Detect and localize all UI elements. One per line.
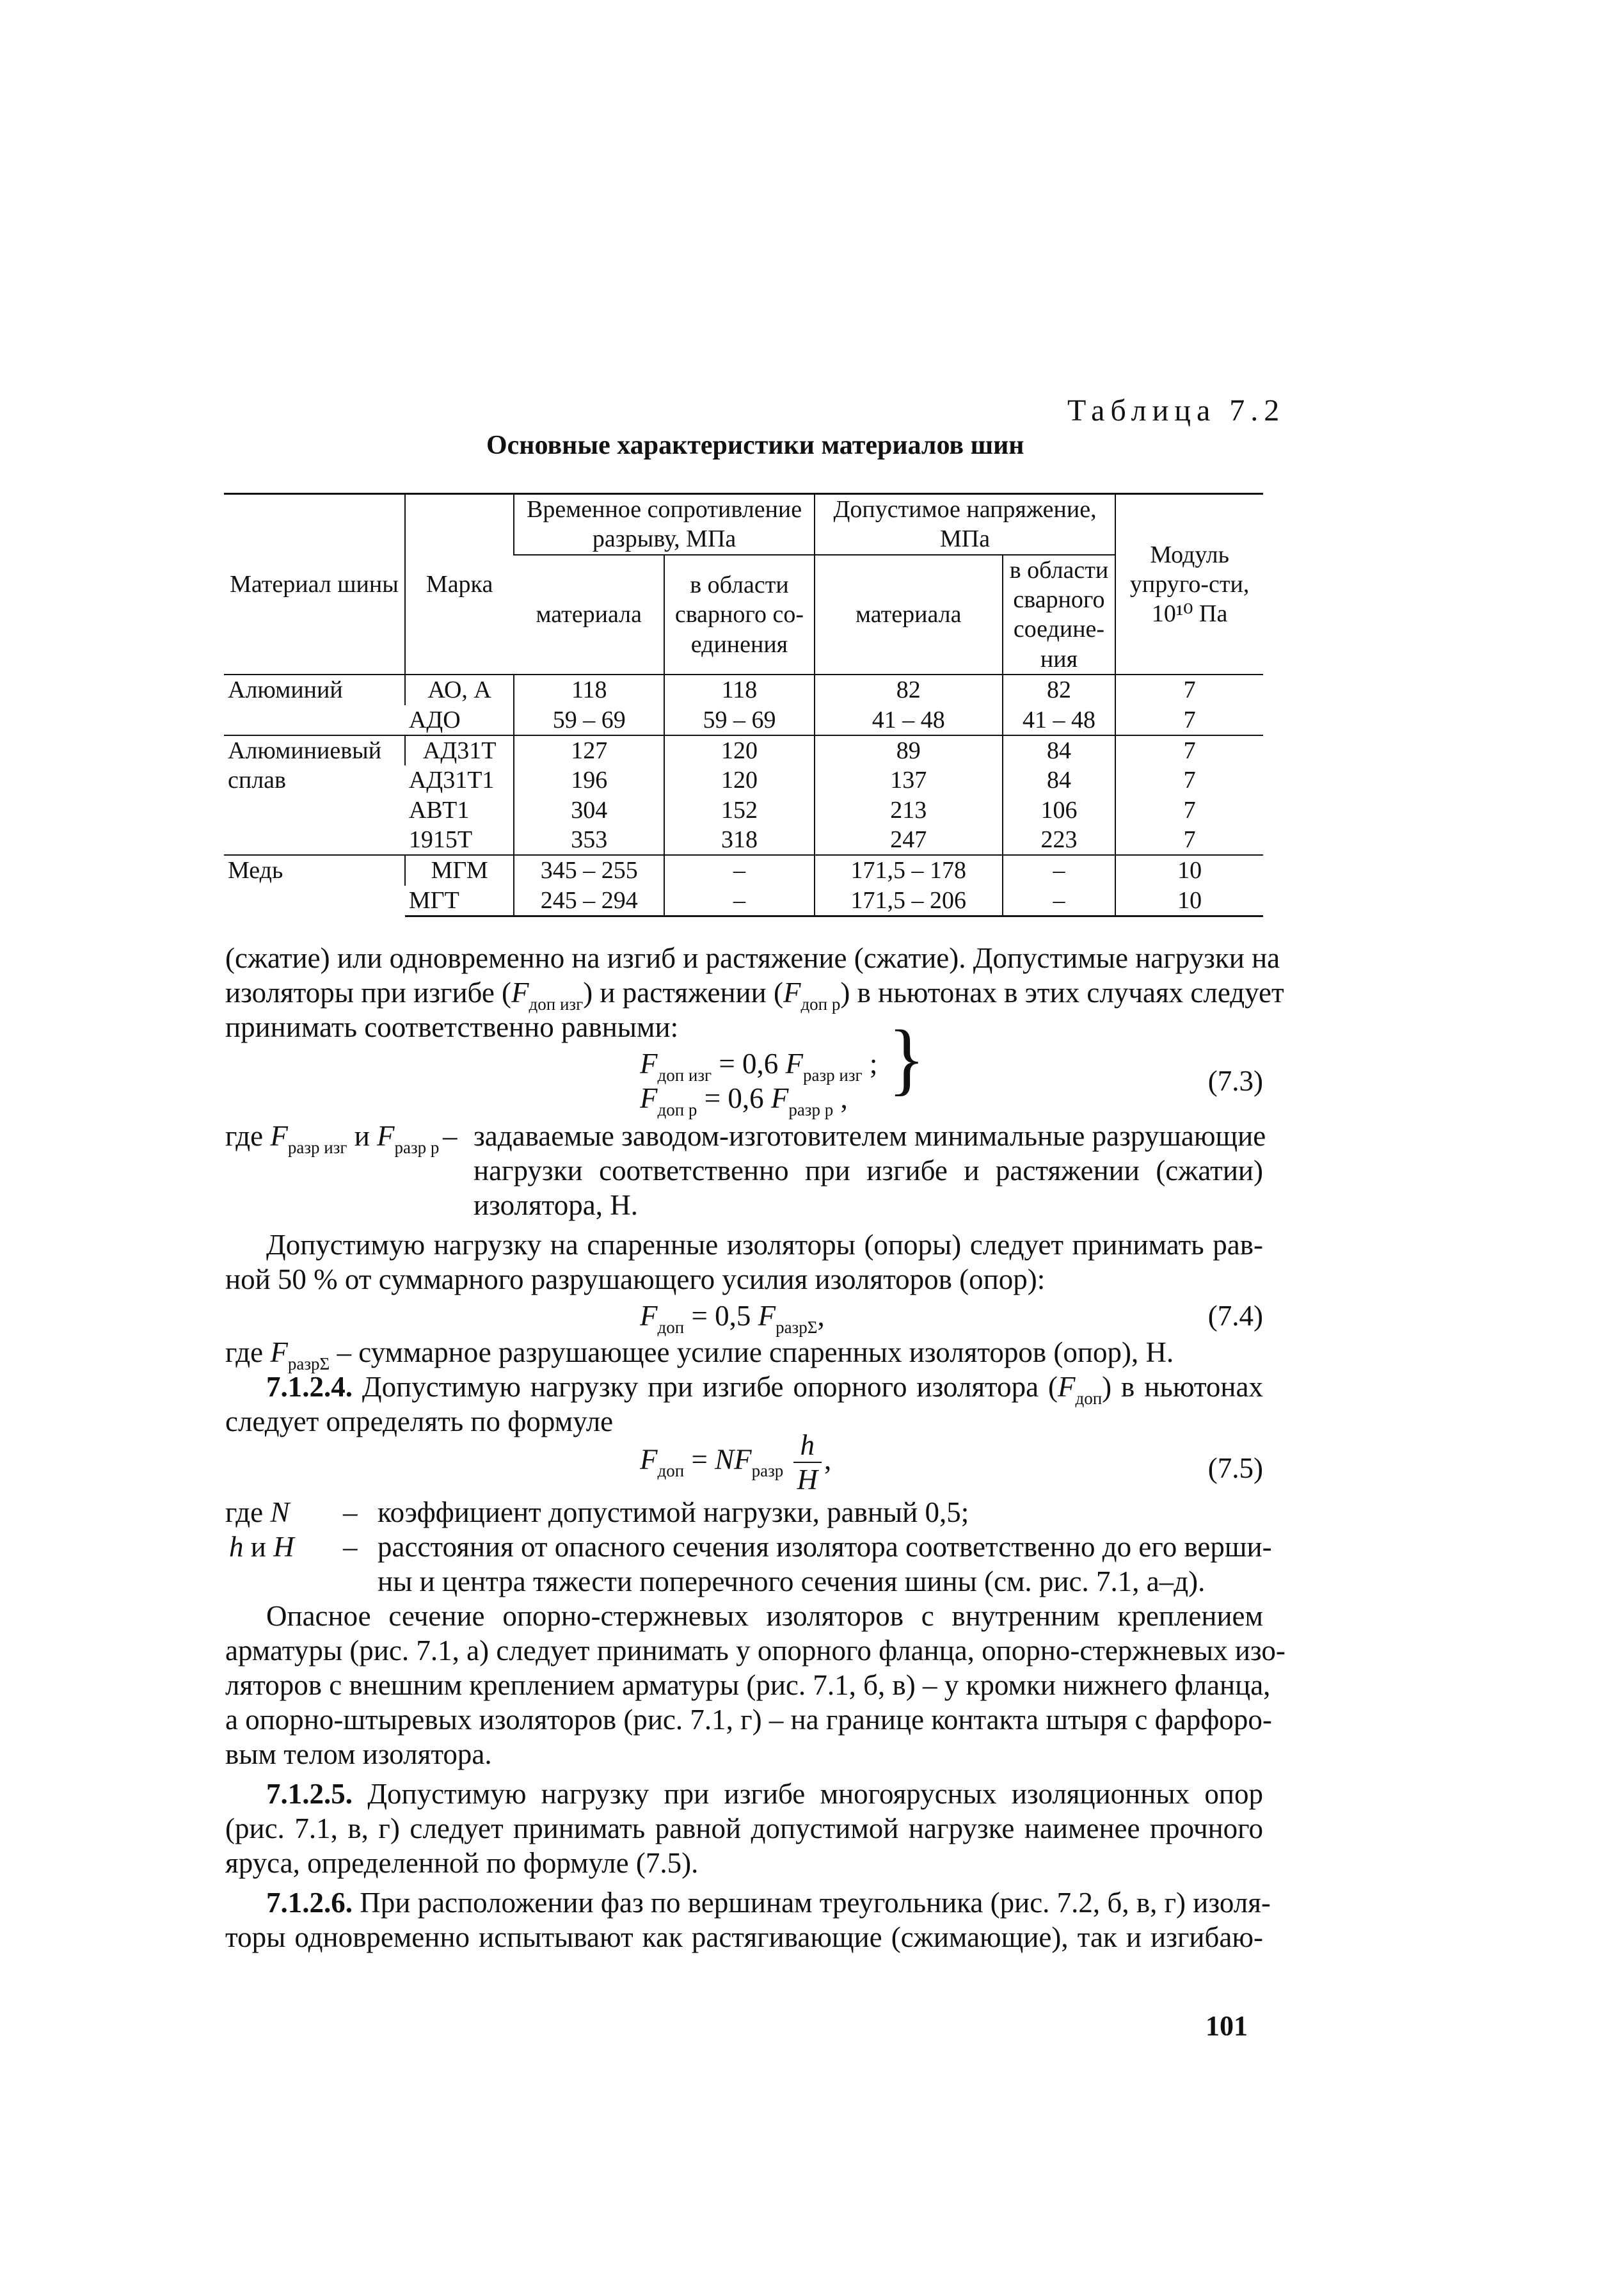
table-cell: 120 xyxy=(664,765,815,795)
material-cell: Алюминий xyxy=(224,675,405,735)
equation-tail: ; xyxy=(869,1048,878,1080)
table-cell: 171,5 – 178 xyxy=(815,855,1003,885)
fraction-denominator: H xyxy=(797,1464,818,1496)
text-fragment: ) в ньютонах в этих случаях следует xyxy=(840,977,1284,1009)
definition-term xyxy=(229,1530,294,1564)
text-fragment: где xyxy=(225,1120,264,1152)
header-allowable: Допустимое напряжение, МПа xyxy=(815,494,1115,555)
subscript: доп xyxy=(657,1318,685,1337)
symbol-n: N xyxy=(270,1496,290,1528)
table-cell: 59 – 69 xyxy=(664,705,815,735)
table-title: Основные характеристики материалов шин xyxy=(486,431,1024,460)
equation-text: = 0,6 xyxy=(704,1082,764,1114)
symbol-f: F xyxy=(783,977,801,1009)
symbol-f: F xyxy=(270,1120,288,1152)
table-cell: МГМ xyxy=(405,855,514,885)
equation-tail: , xyxy=(840,1082,848,1114)
table-cell: 118 xyxy=(514,675,664,705)
definition-term xyxy=(225,1119,439,1157)
equation-7-3-line1 xyxy=(640,1047,878,1085)
table-cell: 223 xyxy=(1003,825,1116,855)
symbol-h: h xyxy=(229,1531,244,1563)
subscript: разр изг xyxy=(287,1138,347,1157)
table-cell: 7 xyxy=(1115,735,1263,765)
symbol-f: F xyxy=(640,1443,658,1476)
fraction-numerator: h xyxy=(793,1428,822,1463)
table-cell: 84 xyxy=(1003,765,1116,795)
symbol-H: H xyxy=(273,1531,294,1563)
symbol-f: F xyxy=(785,1048,804,1080)
text-line: Опасное сечение опорно-стержневых изоляторов с внутренним креплением xyxy=(266,1600,1263,1632)
table-cell: 82 xyxy=(815,675,1003,705)
subscript: доп xyxy=(657,1461,685,1481)
table-cell: 41 – 48 xyxy=(815,705,1003,735)
symbol-f: F xyxy=(377,1120,395,1152)
subscript: доп р xyxy=(657,1100,697,1119)
table-cell: 196 xyxy=(514,765,664,795)
equation-7-5 xyxy=(640,1428,831,1496)
equation-7-3-line2 xyxy=(640,1082,848,1119)
symbol-f: F xyxy=(1057,1371,1076,1403)
definition-dash: – xyxy=(343,1531,358,1563)
table-cell: АД31Т1 xyxy=(408,767,495,794)
table-cell: 7 xyxy=(1115,705,1263,735)
text-line: Допустимую нагрузку на спаренные изоляторы (опоры) следует принимать рав- xyxy=(266,1229,1263,1261)
subscript: разр р xyxy=(394,1138,440,1157)
material-cell: Медь xyxy=(224,855,405,916)
equation-tail: , xyxy=(824,1443,832,1476)
definition-dash: – xyxy=(343,1496,358,1528)
symbol-f: F xyxy=(270,1336,288,1368)
table-cell: 118 xyxy=(664,675,815,705)
table-cell: АВТ1 xyxy=(408,796,470,824)
materials-table xyxy=(224,493,1263,917)
subscript: доп изг xyxy=(529,995,584,1014)
equation-number: (7.4) xyxy=(1207,1300,1263,1332)
page-number: 101 xyxy=(1206,2010,1248,2042)
text-fragment: где xyxy=(225,1496,264,1528)
text-fragment: ) и растяжении ( xyxy=(583,977,783,1009)
text-fragment: и xyxy=(250,1531,266,1563)
text-line: ляторов с внешним креплением арматуры (рис. 7.1, б, в) – у кромки нижнего фланца, xyxy=(225,1669,1271,1701)
text-fragment: изоляторы при изгибе ( xyxy=(225,977,512,1009)
symbol-n: N xyxy=(715,1443,735,1476)
equation-brace: } xyxy=(888,1013,925,1103)
table-cell: 245 – 294 xyxy=(514,886,664,916)
table-row xyxy=(224,735,1263,765)
table-cell: 152 xyxy=(664,795,815,825)
subscript: разр р xyxy=(788,1100,834,1119)
equation-number: (7.3) xyxy=(1207,1065,1263,1097)
table-cell: АДО xyxy=(408,706,461,733)
table-cell: 59 – 69 xyxy=(514,705,664,735)
definition-text: коэффициент допустимой нагрузки, равный 0,5; xyxy=(378,1496,969,1528)
table-cell: АД31Т xyxy=(405,735,514,765)
text-line: торы одновременно испытывают как растягивающие (сжимающие), так и изгибаю- xyxy=(225,1921,1263,1953)
table-cell: – xyxy=(1003,855,1116,885)
subscript: разр изг xyxy=(803,1066,863,1085)
subscript: доп xyxy=(1075,1389,1103,1408)
material-cell: Алюминиевый сплав xyxy=(224,735,405,855)
table-cell: 7 xyxy=(1115,765,1263,795)
table-body xyxy=(224,675,1263,916)
equation-tail: , xyxy=(817,1300,825,1332)
header-tensile-weld: в области сварного со-единения xyxy=(664,555,815,675)
table-row xyxy=(224,855,1263,885)
text-line xyxy=(225,1885,1271,1920)
table-cell: 247 xyxy=(815,825,1003,855)
text-line: вым телом изолятора. xyxy=(225,1738,492,1770)
subscript: доп р xyxy=(800,995,841,1014)
equation-text: = 0,5 xyxy=(691,1300,751,1332)
text-line: ной 50 % от суммарного разрушающего усилия изоляторов (опор): xyxy=(225,1263,1046,1295)
table-cell: 82 xyxy=(1003,675,1116,705)
subscript: разрΣ xyxy=(287,1354,330,1373)
table-cell: 84 xyxy=(1003,735,1116,765)
header-tensile-material: материала xyxy=(514,555,664,675)
table-cell: – xyxy=(664,886,815,916)
text-fragment: – суммарное разрушающее усилие спаренных изоляторов (опор), Н. xyxy=(337,1336,1174,1368)
table-cell: 304 xyxy=(514,795,664,825)
table-cell: 7 xyxy=(1115,825,1263,855)
table-label: Таблица 7.2 xyxy=(1067,394,1286,428)
header-mark: Марка xyxy=(405,494,514,675)
table-cell: 1915Т xyxy=(408,826,473,853)
symbol-f: F xyxy=(758,1300,776,1332)
table-cell: 318 xyxy=(664,825,815,855)
text-fragment: где xyxy=(225,1336,264,1368)
equation-number: (7.5) xyxy=(1207,1452,1263,1484)
text-line: следует определять по формуле xyxy=(225,1405,614,1437)
symbol-f: F xyxy=(640,1082,658,1114)
equation-text: = xyxy=(691,1443,708,1476)
definition-text: изолятора, Н. xyxy=(474,1189,638,1221)
text-line xyxy=(225,1335,1263,1373)
subscript: разр xyxy=(751,1461,784,1481)
section-number: 7.1.2.6. xyxy=(266,1887,353,1919)
table-cell: МГТ xyxy=(405,886,514,916)
table-cell: 7 xyxy=(1115,675,1263,705)
table-cell: 353 xyxy=(514,825,664,855)
table-cell: 41 – 48 xyxy=(1003,705,1116,735)
text-fragment: Допустимую нагрузку при изгибе опорного изолятора ( xyxy=(353,1371,1058,1403)
symbol-f: F xyxy=(511,977,529,1009)
table-cell: 10 xyxy=(1115,886,1263,916)
text-line: арматуры (рис. 7.1, а) следует принимать у опорного фланца, опорно-стержневых изо- xyxy=(225,1635,1286,1667)
table-cell: 106 xyxy=(1003,795,1116,825)
table-cell: 7 xyxy=(1115,795,1263,825)
table-cell: 345 – 255 xyxy=(514,855,664,885)
section-number: 7.1.2.5. xyxy=(266,1778,353,1810)
text-line xyxy=(225,1777,1263,1811)
table-row xyxy=(224,675,1263,705)
text-fragment: При расположении фаз по вершинам треугольника (рис. 7.2, б, в, г) изоля- xyxy=(353,1887,1271,1919)
table-cell: АО, А xyxy=(405,675,514,705)
symbol-f: F xyxy=(640,1300,658,1332)
table-cell: 89 xyxy=(815,735,1003,765)
table-cell: 120 xyxy=(664,735,815,765)
equation-text: = 0,6 xyxy=(719,1048,779,1080)
definition-text: нагрузки соответственно при изгибе и растяжении (сжатии) xyxy=(474,1155,1263,1187)
table-cell: – xyxy=(664,855,815,885)
text-line xyxy=(225,1370,1263,1408)
fraction xyxy=(793,1428,822,1496)
equation-7-4 xyxy=(640,1299,825,1337)
symbol-f: F xyxy=(770,1082,789,1114)
definition-text: расстояния от опасного сечения изолятора соответственно до его верши- xyxy=(378,1531,1272,1563)
header-modulus: Модуль упруго-сти, 10¹⁰ Па xyxy=(1115,494,1263,675)
table-cell: 137 xyxy=(815,765,1003,795)
text-line: а опорно-штыревых изоляторов (рис. 7.1, г) – на границе контакта штыря с фарфоро- xyxy=(225,1704,1272,1736)
symbol-f: F xyxy=(640,1048,658,1080)
text-fragment: ) в ньютонах xyxy=(1102,1371,1263,1403)
text-line: яруса, определенной по формуле (7.5). xyxy=(225,1847,699,1879)
subscript: разрΣ xyxy=(776,1318,818,1337)
definition-term xyxy=(225,1495,289,1530)
section-number: 7.1.2.4. xyxy=(266,1371,353,1403)
definition-text: ны и центра тяжести поперечного сечения шины (см. рис. 7.1, а–д). xyxy=(378,1565,1206,1597)
subscript: доп изг xyxy=(657,1066,712,1085)
text-line xyxy=(225,975,1284,1014)
text-fragment: Допустимую нагрузку при изгибе многоярусных изоляционных опор xyxy=(353,1778,1263,1810)
table-cell: 213 xyxy=(815,795,1003,825)
definition-dash: – xyxy=(443,1120,458,1152)
text-line: (рис. 7.1, в, г) следует принимать равной допустимой нагрузке наименее прочного xyxy=(225,1812,1263,1844)
table-cell: 10 xyxy=(1115,855,1263,885)
text-line: принимать соответственно равными: xyxy=(225,1011,679,1043)
header-material: Материал шины xyxy=(224,494,405,675)
header-allowable-weld: в области сварного соедине-ния xyxy=(1003,555,1116,675)
text-fragment: и xyxy=(354,1120,370,1152)
table-cell: 127 xyxy=(514,735,664,765)
symbol-f: F xyxy=(734,1443,752,1476)
table-cell: 171,5 – 206 xyxy=(815,886,1003,916)
header-allowable-material: материала xyxy=(815,555,1003,675)
text-line: (сжатие) или одновременно на изгиб и растяжение (сжатие). Допустимые нагрузки на xyxy=(225,942,1280,974)
definition-text: задаваемые заводом-изготовителем минимальные разрушающие xyxy=(474,1120,1266,1152)
header-tensile: Временное сопротивление разрыву, МПа xyxy=(514,494,814,555)
table-cell: – xyxy=(1003,886,1116,916)
